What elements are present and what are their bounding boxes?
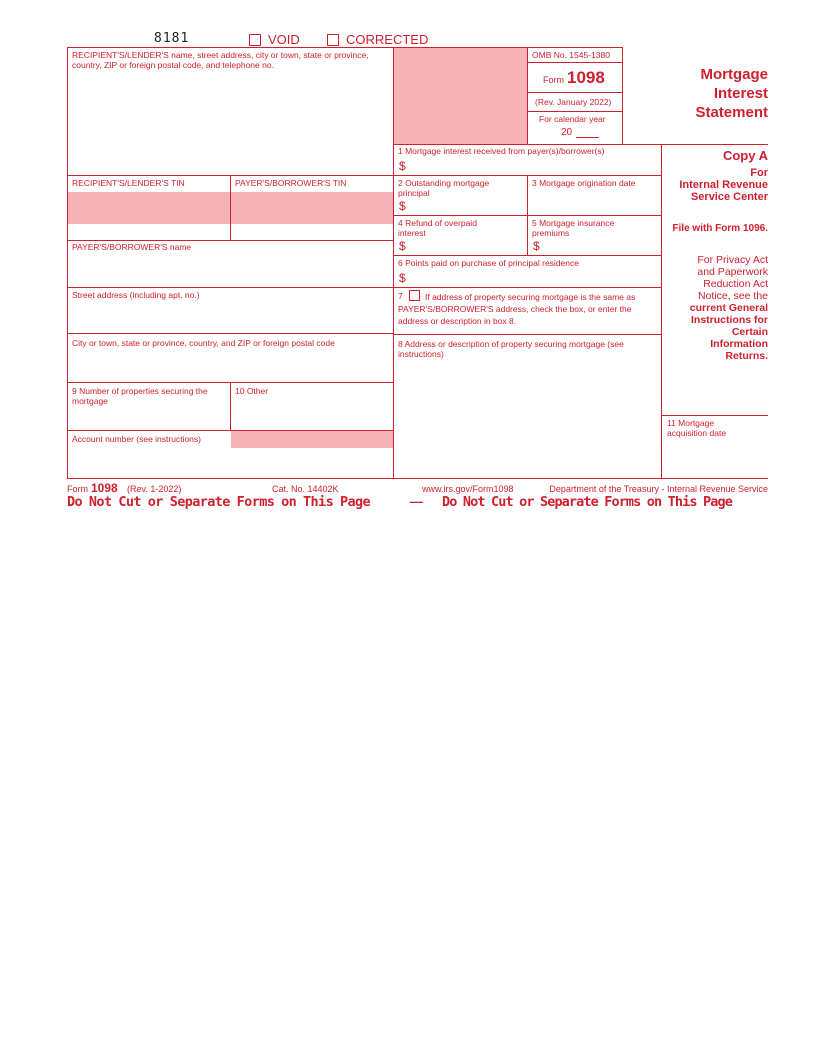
- footer-url: www.irs.gov/Form1098: [422, 484, 514, 494]
- recipient-tin-label: RECIPIENT'S/LENDER'S TIN: [72, 178, 185, 188]
- box1-dollar: $: [399, 159, 406, 173]
- form-code: 8181: [154, 31, 190, 46]
- box8-label: 8 Address or description of property securing mortgage (see instructions): [398, 339, 624, 359]
- omb-rev: (Rev. January 2022): [535, 97, 612, 107]
- footer-form-word: Form: [67, 484, 88, 494]
- box2-dollar: $: [399, 199, 406, 213]
- grid-top-line: [67, 47, 623, 48]
- cut-warning-right: Do Not Cut or Separate Forms on This Page: [442, 494, 732, 510]
- box5-dollar: $: [533, 239, 540, 253]
- payer-tin-label: PAYER'S/BORROWER'S TIN: [235, 178, 347, 188]
- corrected-checkbox[interactable]: [327, 34, 339, 46]
- city-label: City or town, state or province, country, and ZIP or foreign postal code: [72, 338, 335, 348]
- left-line-240: [67, 240, 393, 241]
- street-address-label: Street address (including apt. no.): [72, 290, 200, 300]
- box4-label: 4 Refund of overpaid interest: [398, 218, 477, 238]
- box7-label: If address of property securing mortgage is the same as PAYER'S/BORROWER'S address, check the box, or enter the address or description in box 8.: [398, 292, 636, 326]
- privacy-line-7: Certain: [731, 326, 768, 338]
- cut-warning-left: Do Not Cut or Separate Forms on This Page: [67, 494, 371, 510]
- privacy-line-8: Information: [710, 338, 768, 350]
- mid-line-287: [393, 287, 661, 288]
- copy-irs: Internal Revenue: [679, 179, 768, 191]
- box10-label: 10 Other: [235, 386, 269, 396]
- omb-line-1: [527, 62, 623, 63]
- footer-rev: (Rev. 1-2022): [127, 484, 182, 494]
- recipient-tin-field[interactable]: [68, 192, 230, 224]
- year-blank-line: [576, 137, 599, 138]
- cut-warning-dash: —: [410, 494, 423, 509]
- mid-line-144: [393, 144, 661, 145]
- box7-number: 7: [398, 291, 403, 301]
- recipient-name-label: RECIPIENT'S/LENDER'S name, street address, city or town, state or province, country, ZIP or foreign postal code, and telephone no.: [72, 50, 369, 70]
- omb-line-2: [527, 92, 623, 93]
- title-line-2: Interest: [713, 85, 768, 102]
- box1-label: 1 Mortgage interest received from payer(s)/borrower(s): [398, 146, 605, 156]
- box11-label: 11 Mortgage acquisition date: [667, 418, 727, 438]
- box6-label: 6 Points paid on purchase of principal residence: [398, 258, 579, 268]
- calendar-year-label: For calendar year: [539, 114, 606, 124]
- omb-form-word: Form: [543, 75, 564, 85]
- grid-divider-661: [661, 144, 662, 479]
- void-label: VOID: [268, 32, 300, 47]
- title-line-1: Mortgage: [700, 66, 768, 83]
- payer-name-label: PAYER'S/BORROWER'S name: [72, 242, 192, 252]
- footer-dept: Department of the Treasury - Internal Revenue Service: [549, 484, 768, 494]
- privacy-line-5: current General: [689, 302, 768, 314]
- title-line-3: Statement: [695, 104, 768, 121]
- void-checkbox[interactable]: [249, 34, 261, 46]
- privacy-line-4: Notice, see the: [697, 290, 768, 302]
- account-number-label: Account number (see instructions): [72, 434, 201, 444]
- privacy-line-2: and Paperwork: [697, 266, 768, 278]
- mid-line-255: [393, 255, 661, 256]
- box9-label: 9 Number of properties securing the mortgage: [72, 386, 208, 406]
- footer-form-number: 1098: [91, 481, 118, 495]
- box4-dollar: $: [399, 239, 406, 253]
- box11-top-line: [661, 415, 768, 416]
- privacy-line-1: For Privacy Act: [697, 254, 768, 266]
- mid-line-215: [393, 215, 661, 216]
- omb-number: OMB No. 1545-1380: [532, 50, 610, 60]
- copy-for: For: [750, 167, 768, 179]
- privacy-line-6: Instructions for: [690, 314, 768, 326]
- box5-label: 5 Mortgage insurance premiums: [532, 218, 615, 238]
- corrected-label: CORRECTED: [346, 32, 429, 47]
- recipient-shaded-field: [394, 48, 527, 144]
- box3-label: 3 Mortgage origination date: [532, 178, 636, 188]
- privacy-line-3: Reduction Act: [703, 278, 768, 290]
- box6-dollar: $: [399, 271, 406, 285]
- privacy-line-9: Returns.: [725, 350, 768, 362]
- grid-bottom-line: [67, 478, 768, 479]
- copy-a-label: Copy A: [722, 148, 768, 163]
- omb-line-3: [527, 111, 623, 112]
- box2-label: 2 Outstanding mortgage principal: [398, 178, 490, 198]
- left-line-333: [67, 333, 393, 334]
- footer-cat-no: Cat. No. 14402K: [272, 484, 339, 494]
- grid-left-line: [67, 47, 68, 479]
- account-number-field[interactable]: [231, 431, 393, 448]
- omb-form-number: 1098: [567, 68, 605, 87]
- file-with-1096: File with Form 1096.: [672, 223, 768, 234]
- box9-divider: [230, 382, 231, 430]
- year-prefix: 20: [561, 127, 573, 138]
- copy-center: Service Center: [690, 191, 768, 203]
- payer-tin-field[interactable]: [231, 192, 393, 224]
- mid-line-334: [393, 334, 661, 335]
- left-line-287: [67, 287, 393, 288]
